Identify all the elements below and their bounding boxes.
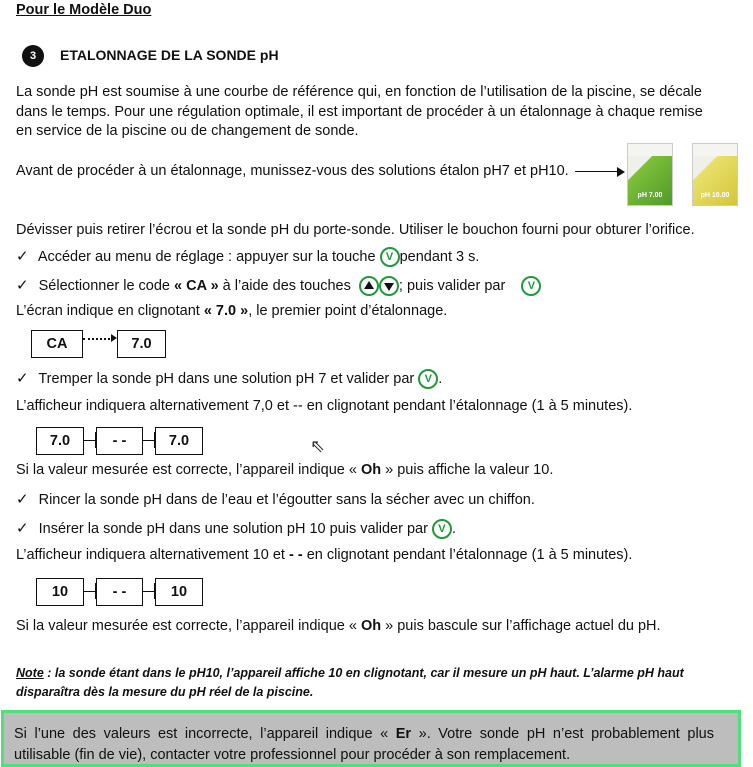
validate-button-icon: V (432, 519, 452, 539)
display2-dashes: - - (96, 427, 143, 455)
solutions-text: Avant de procéder à un étalonnage, munissez-vous des solutions étalon pH7 et pH10. (16, 163, 569, 179)
step-code-after: ; puis valider par (398, 278, 506, 294)
ph10-sachet-image (692, 143, 738, 206)
blink-line-text: L’écran indique en clignotant (16, 303, 200, 319)
blink-line (16, 303, 447, 319)
ok10-line (16, 462, 553, 478)
solutions-line (16, 163, 569, 179)
step-ph10-text: Insérer la sonde pH dans une solution pH 10 puis valider par (38, 521, 428, 537)
display3-last: 10 (155, 578, 203, 606)
alt10-text: L’afficheur indiquera alternativement 10 et (16, 547, 285, 563)
display-7-0: 7.0 (117, 330, 166, 358)
step-code (16, 276, 541, 296)
check-icon: ✓ (16, 520, 29, 537)
code-ca: « CA » (174, 278, 219, 294)
check-icon: ✓ (16, 277, 29, 294)
section-title: ETALONNAGE DE LA SONDE pH (60, 47, 279, 63)
check-icon: ✓ (16, 491, 29, 508)
warning-text-start: Si l’une des valeurs est incorrecte, l’appareil indique « (14, 726, 389, 742)
step-ph7: ✓ Tremper la sonde pH dans une solution pH 7 et valider par V . (16, 369, 442, 389)
validate-button-icon: V (418, 369, 438, 389)
ph7-sachet-label: pH 7.00 (637, 192, 663, 199)
warning-text (14, 724, 714, 766)
down-arrow-button-icon (379, 276, 399, 296)
display3-dashes: - - (96, 578, 143, 606)
ok-final-line (16, 618, 661, 634)
alt10-after: en clignotant pendant l’étalonnage (1 à 5 minutes). (306, 547, 633, 563)
ph10-sachet-label: pH 10.00 (700, 192, 730, 199)
step-ph10: ✓ Insérer la sonde pH dans une solution pH 10 puis valider par V . (16, 519, 456, 539)
note-text: : la sonde étant dans le pH10, l’appareil affiche 10 en clignotant, car il mesure un pH haut. L’alarme pH haut disparaîtra dès la mesure du pH réel de la piscine. (16, 666, 684, 699)
warning-text-end: ». Votre sonde pH n’est probablement plus utilisable (fin de vie), contacter votre professionnel pour procéder à son remplacement. (14, 726, 714, 763)
display2-first: 7.0 (36, 427, 84, 455)
unscrew-paragraph: Dévisser puis retirer l’écrou et la sonde pH du porte-sonde. Utiliser le bouchon fourni pour obturer l’orifice. (16, 222, 695, 238)
intro-paragraph: La sonde pH est soumise à une courbe de référence qui, en fonction de l’utilisation de la piscine, se décale dans le temps. Pour une régulation optimale, il est important de procéder à un étalonnage à chaque remise en service de la piscine ou de changement de sonde. (16, 84, 703, 139)
note-label: Note (16, 666, 44, 680)
check-icon: ✓ (16, 370, 29, 387)
step-menu-after: pendant 3 s. (399, 249, 480, 265)
up-arrow-button-icon (359, 276, 379, 296)
ok10-code: Oh (360, 462, 382, 478)
page-title: Pour le Modèle Duo (16, 2, 152, 18)
ok10-text: Si la valeur mesurée est correcte, l’appareil indique « (16, 462, 357, 478)
ph7-sachet-image (627, 143, 673, 206)
warning-code: Er (395, 726, 412, 742)
alt10-dashes: - - (289, 547, 303, 563)
blink-line-after: , le premier point d’étalonnage. (248, 303, 448, 319)
step-menu (16, 247, 479, 267)
check-icon: ✓ (16, 248, 29, 265)
step-rinse (16, 490, 535, 508)
arrow-line (575, 171, 623, 172)
validate-button-icon: V (380, 247, 400, 267)
display3-first: 10 (36, 578, 84, 606)
arrow-head-icon (617, 167, 625, 177)
validate-button-icon: V (521, 276, 541, 296)
ok-final-code: Oh (360, 618, 382, 634)
blink-value: « 7.0 » (203, 303, 249, 319)
display2-last: 7.0 (155, 427, 203, 455)
step-code-middle: à l’aide des touches (222, 278, 351, 294)
ok10-after: » puis affiche la valeur 10. (385, 462, 554, 478)
ok-final-after: » puis bascule sur l’affichage actuel du pH. (385, 618, 661, 634)
step-code-text: Sélectionner le code (38, 278, 171, 294)
ok-final-text: Si la valeur mesurée est correcte, l’appareil indique « (16, 618, 357, 634)
alt7-line: L’afficheur indiquera alternativement 7,0 et -- en clignotant pendant l’étalonnage (1 à 5 minutes). (16, 398, 633, 414)
display-ca: CA (31, 330, 83, 358)
step-rinse-text: Rincer la sonde pH dans de l’eau et l’égoutter sans la sécher avec un chiffon. (38, 492, 535, 508)
step-menu-text: Accéder au menu de réglage : appuyer sur la touche (37, 249, 376, 265)
alt10-line (16, 547, 632, 563)
mouse-cursor-icon: ⇖ (310, 436, 326, 456)
dotted-arrow-line (83, 338, 114, 340)
note-paragraph (16, 664, 736, 702)
step-number-badge: 3 (22, 45, 44, 67)
step-ph7-text: Tremper la sonde pH dans une solution pH 7 et valider par (38, 371, 415, 387)
